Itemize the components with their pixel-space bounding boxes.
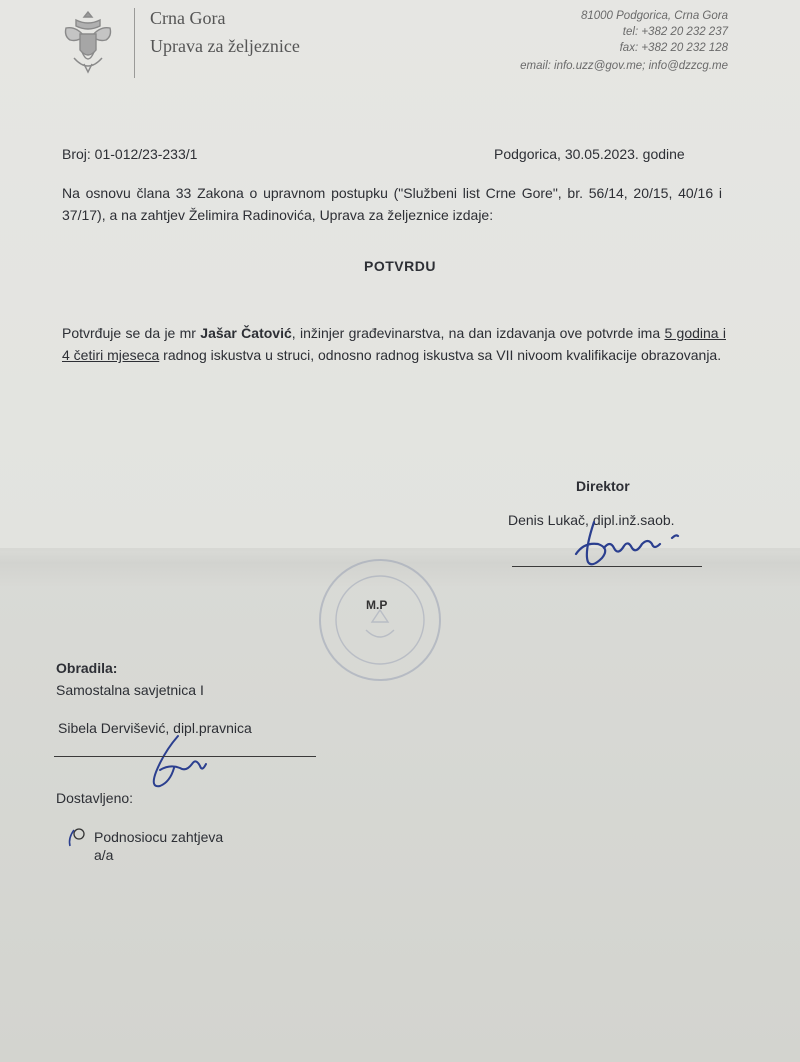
stamp-label: M.P — [366, 598, 388, 612]
signatory-title: Direktor — [576, 478, 630, 494]
header-email: email: info.uzz@gov.me; info@dzzcg.me — [520, 60, 728, 72]
recipient-list — [94, 828, 223, 864]
signatory-name: Denis Lukač, dipl.inž.saob. — [508, 512, 675, 528]
processor-role: Samostalna savjetnica I — [56, 682, 204, 698]
header-address: 81000 Podgorica, Crna Gora — [580, 10, 728, 22]
processor-name: Sibela Dervišević, dipl.pravnica — [58, 720, 252, 736]
recipient-line-2: a/a — [94, 847, 114, 863]
intro-paragraph: Na osnovu člana 33 Zakona o upravnom postupku ("Službeni list Crne Gore", br. 56/14, 20/15, 40/16 i 37/17), a na zahtjev Želimira Radinovića, Uprava za željeznice izdaje: — [62, 185, 722, 223]
processor-signature-line — [54, 756, 316, 757]
coat-of-arms-icon — [62, 8, 114, 74]
experience-duration: 5 godina i 4 četiri mjeseca — [62, 325, 726, 363]
delivered-to-label: Dostavljeno: — [56, 790, 134, 806]
certified-person-name: Jašar Čatović — [200, 325, 292, 341]
document-title: POTVRDU — [364, 258, 436, 274]
director-signature-line — [512, 566, 702, 567]
processor-signature — [138, 730, 208, 800]
document-reference-number: Broj: 01-012/23-233/1 — [62, 146, 198, 162]
recipient-line-1: Podnosiocu zahtjeva — [94, 829, 224, 845]
bullet-circle-icon — [64, 824, 90, 850]
body-text-part1: Potvrđuje se da je mr — [62, 325, 201, 341]
header-divider — [134, 8, 135, 78]
document-date: Podgorica, 30.05.2023. godine — [494, 146, 685, 162]
official-stamp-icon — [316, 556, 444, 684]
header-country: Crna Gora — [150, 8, 226, 28]
body-text-part2: , inžinjer građevinarstva, na dan izdavanja ove potvrde ima — [291, 325, 665, 341]
header-tel: tel: +382 20 232 237 — [622, 26, 728, 38]
processed-by-label: Obradila: — [56, 660, 118, 676]
body-text-part3: radnog iskustva u struci, odnosno radnog iskustva sa VII nivoom kvalifikacije obrazovanja. — [159, 347, 722, 363]
director-signature — [572, 508, 692, 570]
header-fax: fax: +382 20 232 128 — [619, 42, 728, 54]
header-agency: Uprava za željeznice — [150, 36, 300, 56]
certificate-body — [62, 322, 726, 366]
